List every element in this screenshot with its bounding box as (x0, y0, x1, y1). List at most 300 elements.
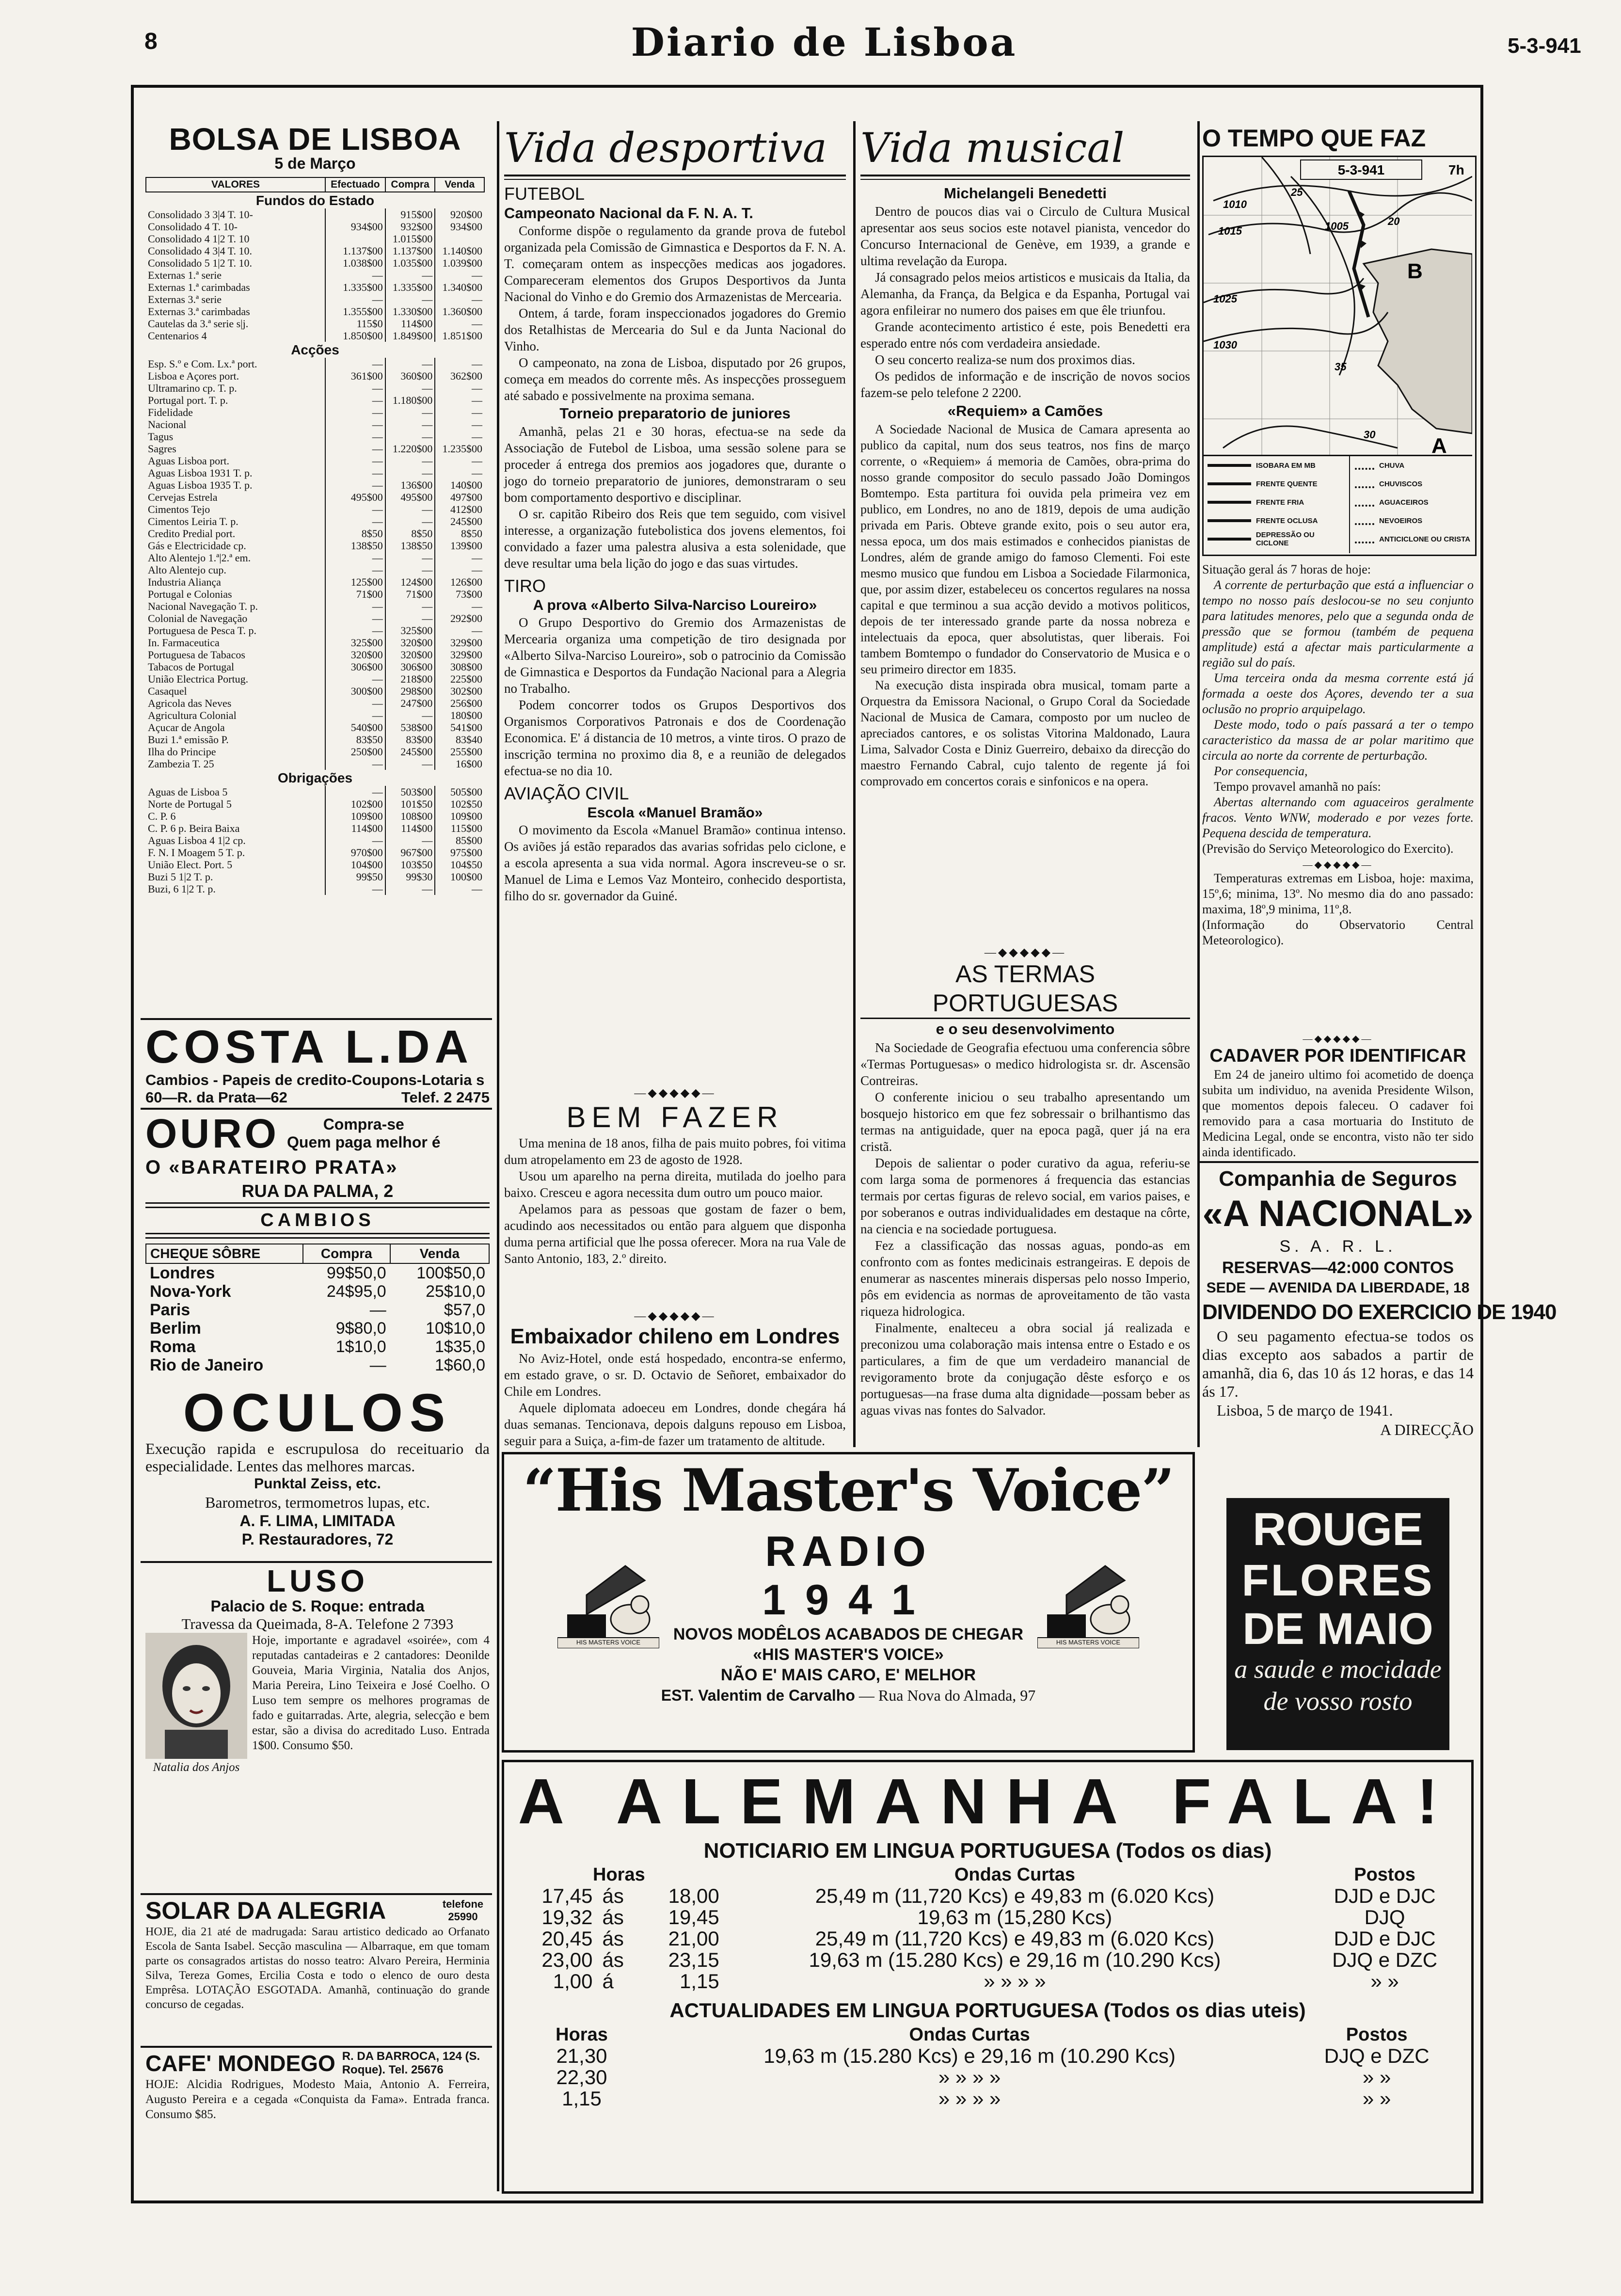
legend-item (1204, 511, 1349, 530)
oculos-text: Execução rapida e escrupulosa do receituario da especialidade. Lentes das melhores marcas. (145, 1440, 490, 1475)
legend-item (1204, 456, 1349, 475)
costa-address: 60—R. da Prata—62 (145, 1089, 287, 1106)
mondego-text: HOJE: Alcidia Rodrigues, Modesto Maia, Antonio A. Ferreira, Augusto Pereira e a cegada «Conquista da Fama». Entrada franca. Consumo $85. (145, 2078, 490, 2121)
costa-line: Cambios - Papeis de credito-Coupons-Lotaria s (145, 1071, 485, 1088)
price-cell: 115$00 (435, 822, 484, 834)
paragraph: Grande acontecimento artistico é este, pois Benedetti era esperado entre nós com verdadeira ansiedade. (860, 319, 1190, 351)
solar-ad (145, 1897, 490, 2012)
price-cell: 541$00 (435, 721, 484, 733)
section-heading: Acções (291, 342, 339, 357)
price-cell: — (385, 406, 435, 418)
section-label: FUTEBOL (504, 184, 585, 204)
price-cell: — (435, 358, 484, 370)
costa-ad (145, 1023, 490, 1106)
paragraph: O campeonato, na zona de Lisboa, disputado por 26 grupos, começa em meados do corrente mês. As inspecções prosseguem até sabado e possivelmente na proxima semana. (504, 355, 846, 403)
col-header: Compra (385, 177, 435, 192)
price-cell: 125$00 (325, 576, 385, 588)
alemanha-ad (502, 1760, 1474, 2194)
price-cell: — (385, 612, 435, 624)
price-cell: — (385, 418, 435, 430)
security-name: Buzi 1.ª emissão P. (148, 733, 229, 746)
paragraph: Usou um aparelho na perna direita, mutilada do joelho para baixo. Cresceu e agora necessita dum outro um pouco maior. (504, 1169, 846, 1200)
legend-item (1351, 456, 1472, 475)
price-cell: — (325, 430, 385, 443)
rate-cell: 1$35,0 (435, 1338, 485, 1356)
table-row (146, 293, 484, 305)
price-cell: — (385, 269, 435, 281)
schedule-row (514, 1907, 1464, 1928)
rate-cell: 10$10,0 (426, 1319, 485, 1338)
price-cell: — (325, 382, 385, 394)
price-cell: — (325, 394, 385, 406)
col-header: Ondas Curtas (909, 2025, 1030, 2045)
price-cell: 967$00 (385, 846, 435, 859)
iso-label: 30 (1364, 429, 1376, 441)
col-header: Venda (435, 177, 484, 192)
schedule-row (514, 1971, 1464, 1992)
nacional-sign: A DIRECÇÃO (1380, 1421, 1474, 1438)
paragraph: Na execução dista inspirada obra musical, tomam parte a Orquestra da Emissora Nacional, o Grupo Coral da Sociedade Nacional de Musica de Camara, composto por um nucleo de apreciados cantores, e os solistas Vitorina Maldonado, Laura Lima, Salvador Costa e Diniz Guerreiro, debaixo da direcção do maestro Fernando Cabral, cujo talento de regente já foi comprovado em concertos corais e sinfonicos e na opera. (860, 678, 1190, 788)
price-cell: 180$00 (435, 709, 484, 721)
schedule-cell: 1,15 (680, 1970, 719, 1993)
currency-name: Berlim (150, 1319, 201, 1338)
legend-label: AGUACEIROS (1379, 498, 1429, 507)
price-cell: — (325, 479, 385, 491)
price-cell: 1.335$00 (325, 281, 385, 293)
rate-cell: 99$50,0 (326, 1264, 386, 1282)
table-row (146, 503, 484, 515)
hmv-title: “His Master's Voice” (523, 1456, 1174, 1525)
price-cell: 247$00 (385, 697, 435, 709)
table-row (146, 685, 484, 697)
legend-label: CHUVA (1379, 461, 1405, 470)
price-cell: 1.330$00 (385, 305, 435, 318)
table-row (146, 859, 484, 871)
nacional-ad (1202, 1166, 1557, 1439)
iso-label: 1025 (1213, 293, 1237, 305)
paragraph: O movimento da Escola «Manuel Bramão» continua intenso. Os aviões já estão reparados das avarias sofridas pelo ciclone, e a escola apresenta a sua vida normal. Agora inscreveu-se o sr. Manuel de Lima e Lemos Vaz Monteiro, conhecido desportista, filho do sr. governador da Guiné. (504, 823, 846, 903)
cadaver-section: —◆◆◆◆◆— CADAVER POR IDENTIFICAR Em 24 de janeiro ultimo foi acometido de doença subita um individuo, na avenida Presidente Wilson, que momentos depois faleceu. O cadaver foi removido para a casa mortuaria do Instituto de Medicina Legal, onde se encontra, visto não ter sido ainda identificado. (1202, 1034, 1474, 1159)
paragraph: Uma terceira onda da mesma corrente está já formada a oeste dos Açores, devendo ter a sua oclusão no proprio arquipelago. (1202, 671, 1474, 716)
price-cell: — (435, 564, 484, 576)
price-cell: 292$00 (435, 612, 484, 624)
table-row (146, 281, 484, 293)
price-cell: 138$50 (325, 540, 385, 552)
price-cell (325, 233, 385, 245)
legend-symbol (1208, 482, 1251, 485)
schedule-cell: 21,30 (556, 2044, 607, 2067)
table-row (146, 637, 484, 649)
security-name: Esp. S.º e Com. Lx.ª port. (148, 358, 257, 370)
price-cell: — (325, 697, 385, 709)
termas-title: AS TERMAS PORTUGUESAS (860, 959, 1190, 1019)
table-row (146, 330, 484, 342)
oculos-line: Barometros, termometros lupas, etc. (205, 1494, 430, 1511)
price-cell: 1.140$00 (435, 245, 484, 257)
schedule-cell: 18,00 (668, 1884, 719, 1907)
price-cell: — (325, 612, 385, 624)
price-cell: — (435, 269, 484, 281)
logo-caption: HIS MASTERS VOICE (1056, 1639, 1121, 1646)
paragraph: Situação geral ás 7 horas de hoje: (1202, 562, 1371, 576)
legend-item (1351, 493, 1472, 511)
nacional-sarl: S. A. R. L. (1279, 1237, 1397, 1256)
table-row (146, 540, 484, 552)
price-cell: — (325, 758, 385, 770)
price-cell: — (435, 406, 484, 418)
price-cell: — (325, 503, 385, 515)
security-name: In. Farmaceutica (148, 637, 220, 649)
price-cell: — (385, 758, 435, 770)
security-name: Buzi, 6 1|2 T. p. (148, 883, 216, 895)
map-legend (1204, 455, 1472, 553)
weather-map (1202, 156, 1477, 556)
security-name: Credito Predial port. (148, 527, 236, 540)
table-row (146, 883, 484, 895)
price-cell: 103$50 (385, 859, 435, 871)
price-cell: 1.137$00 (385, 245, 435, 257)
schedule-row (514, 2088, 1464, 2109)
hmv-line: NÃO E' MAIS CARO, E' MELHOR (720, 1666, 976, 1684)
oculos-company: A. F. LIMA, LIMITADA (239, 1512, 396, 1530)
price-cell: 1.355$00 (325, 305, 385, 318)
table-row (146, 1338, 489, 1356)
paragraph: Temperaturas extremas em Lisboa, hoje: maxima, 15º,6; minima, 13º. No mesmo dia do ano passado: maxima, 18º,9 minima, 11º,8. (1202, 871, 1474, 916)
schedule-cell: » » (1370, 1970, 1399, 1993)
legend-symbol (1208, 464, 1251, 467)
rate-cell: $57,0 (444, 1301, 485, 1319)
table-row (146, 1356, 489, 1374)
security-name: F. N. I Moagem 5 T. p. (148, 846, 245, 859)
legend-label: ANTICICLONE OU CRISTA (1379, 535, 1471, 543)
price-cell: — (325, 564, 385, 576)
security-name: Gás e Electricidade cp. (148, 540, 246, 552)
map-date: 5-3-941 (1337, 162, 1385, 177)
schedule-table (514, 1864, 1464, 1992)
price-cell: — (385, 293, 435, 305)
price-cell: 16$00 (435, 758, 484, 770)
hmv-radio: RADIO (765, 1527, 932, 1575)
schedule-cell: 19,63 m (15.280 Kcs) e 29,16 m (10.290 Kcs) (763, 2044, 1176, 2067)
price-cell: — (385, 600, 435, 612)
alemanha-title: A ALEMANHA FALA! (518, 1766, 1458, 1837)
price-cell: — (435, 455, 484, 467)
price-cell: 362$00 (435, 370, 484, 382)
rate-cell: — (369, 1301, 386, 1319)
price-cell: 108$00 (385, 810, 435, 822)
price-cell: — (385, 552, 435, 564)
table-row (146, 810, 484, 822)
security-name: Agricola das Neves (148, 697, 232, 709)
legend-symbol (1355, 461, 1374, 470)
paragraph: O conferente iniciou o seu trabalho apresentando um bosquejo historico em que fez sobressair o brilhantismo das termas na antiguidade, quer na epoca pagã, quer já na era cristã. (860, 1090, 1190, 1154)
ouro-title: OURO (145, 1111, 279, 1156)
rate-cell: 9$80,0 (335, 1319, 386, 1338)
schedule-cell: 21,00 (668, 1927, 719, 1950)
price-cell: — (325, 418, 385, 430)
price-cell: — (325, 406, 385, 418)
security-name: Consolidado 4 1|2 T. 10 (148, 233, 250, 245)
oculos-title: OCULOS (183, 1383, 452, 1443)
price-cell: 915$00 (385, 208, 435, 221)
section-row (146, 192, 484, 208)
price-cell: 109$00 (325, 810, 385, 822)
price-cell: — (385, 564, 435, 576)
security-name: Consolidado 4 3|4 T. 10. (148, 245, 253, 257)
divider (141, 1108, 492, 1110)
nacional-date: Lisboa, 5 de março de 1941. (1217, 1402, 1393, 1419)
security-name: Externas 3.ª carimbadas (148, 305, 250, 318)
iso-label: 1015 (1218, 225, 1242, 237)
costa-name: COSTA L.DA (145, 1021, 473, 1073)
high-pressure-mark: A (1431, 434, 1447, 455)
bolsa-date: 5 de Março (274, 155, 356, 172)
table-row (146, 612, 484, 624)
price-cell: 140$00 (435, 479, 484, 491)
legend-label: FRENTE QUENTE (1256, 479, 1318, 488)
low-pressure-mark: B (1407, 259, 1423, 283)
price-cell: 540$00 (325, 721, 385, 733)
table-row (146, 697, 484, 709)
paragraph: Podem concorrer todos os Grupos Desportivos dos Organismos Corporativos Patronais e dos de Coordenação Economica. E' á distancia de 10 metros, a vinte tiros. O prazo de inscrição termina no proximo dia 8, e a reunião de delegados efectua-se no dia 10. (504, 698, 846, 778)
table-row (146, 443, 484, 455)
paragraph: Finalmente, enalteceu a obra social já realizada e preconizou uma colaboração mais intensa entre o Estado e os particulares, a fim de que um verdadeiro manancial de revigoramento brote da conjugação dêste esforço e os portuguesas—na frase duma alta dignidade—possam beber as aguas vivas nas fontes do Salvador. (860, 1321, 1190, 1418)
price-cell: 1.849$00 (385, 330, 435, 342)
schedule-row (514, 2045, 1464, 2067)
price-cell: 256$00 (435, 697, 484, 709)
table-row (146, 1282, 489, 1301)
price-cell: 306$00 (325, 661, 385, 673)
price-cell: 104$00 (325, 859, 385, 871)
iso-label: 25 (1291, 186, 1303, 198)
iso-label: 35 (1335, 361, 1347, 373)
paragraph: Os pedidos de informação e de inscrição de novos socios fazem-se pelo telefone 2 2200. (860, 369, 1190, 400)
price-cell: — (435, 883, 484, 895)
security-name: Consolidado 5 1|2 T. 10. (148, 257, 253, 269)
table-row (146, 649, 484, 661)
page-number: 8 (144, 29, 158, 54)
paragraph: (Previsão do Serviço Meteorologico do Exercito). (1202, 842, 1454, 856)
hmv-address: — Rua Nova do Almada, 97 (858, 1687, 1036, 1704)
security-name: Cautelas da 3.ª serie s|j. (148, 318, 249, 330)
table-row (146, 233, 484, 245)
price-cell: — (325, 600, 385, 612)
schedule-row (514, 1928, 1464, 1949)
col-header: Postos (1354, 1865, 1415, 1885)
price-cell: 99$50 (325, 871, 385, 883)
table-row (146, 269, 484, 281)
price-cell: 1.137$00 (325, 245, 385, 257)
price-cell: — (385, 430, 435, 443)
table-row (146, 382, 484, 394)
rate-cell: 100$50,0 (416, 1264, 485, 1282)
section-label: AVIAÇÃO CIVIL (504, 783, 629, 803)
price-cell: 71$00 (385, 588, 435, 600)
schedule-cell: ás (602, 1906, 624, 1929)
ouro-line: Compra-se (323, 1116, 404, 1133)
price-cell: 308$00 (435, 661, 484, 673)
security-name: Aguas de Lisboa 5 (148, 786, 228, 798)
paragraph: O sr. capitão Ribeiro dos Reis que tem seguido, com visivel interesse, a organização futebolistica dos jovens elementos, foi convidado a fazer uma palestra alusiva a esta solenidade, que deve resultar uma bela lição do jogo e das suas virtudes. (504, 507, 846, 571)
price-cell: 497$00 (435, 491, 484, 503)
rouge-line: a saude e mocidade (1234, 1655, 1442, 1684)
price-cell: — (385, 503, 435, 515)
bolsa-section (145, 124, 485, 895)
dog-gramophone-logo (557, 1551, 659, 1648)
table-row (146, 786, 484, 798)
security-name: Nacional Navegação T. p. (148, 600, 258, 612)
price-cell: — (385, 709, 435, 721)
paragraph: Conforme dispõe o regulamento da grande prova de futebol organizada pela Comissão de Gimnastica e Desportos da F. N. A. T. começaram ontem as inspecções medicas aos jogadores. Compareceram elementos dos Grupos Desportivos da Junta Nacional do Vinho e do Gremio dos Armazenistas de Mercearia. (504, 223, 846, 304)
security-name: C. P. 6 (148, 810, 176, 822)
paragraph: Tempo provavel amanhã no país: (1214, 780, 1381, 794)
col-header: Horas (593, 1865, 645, 1885)
rate-cell: — (369, 1356, 386, 1374)
legend-symbol (1208, 538, 1251, 541)
price-cell: 102$00 (325, 798, 385, 810)
price-cell: 320$00 (325, 649, 385, 661)
solar-phone: telefone 25990 (442, 1898, 484, 1923)
mondego-address: R. DA BARROCA, 124 (S. Roque). Tel. 25676 (342, 2050, 480, 2076)
paragraph: Apelamos para as pessoas que gostam de fazer o bem, acudindo aos necessitados ou então para alguem que disponha duma perna artificial que lhe possa oferecer. Mora na rua Vale de Santo Antonio, 183, 2.º direito. (504, 1202, 846, 1266)
table-row (146, 467, 484, 479)
section-heading: Fundos do Estado (255, 193, 375, 208)
price-cell: 101$50 (385, 798, 435, 810)
price-cell: 83$00 (385, 733, 435, 746)
rate-cell: 25$10,0 (426, 1282, 485, 1301)
alemanha-sub: NOTICIARIO EM LINGUA PORTUGUESA (Todos os dias) (703, 1839, 1272, 1863)
price-cell: — (385, 382, 435, 394)
paragraph: (Informação do Observatorio Central Meteorologico). (1202, 918, 1474, 947)
schedule-cell: 19,63 m (15,280 Kcs) (917, 1906, 1112, 1929)
paragraph: Aquele diplomata adoeceu em Londres, donde chegára há duas semanas. Tencionava, depois dalguns repouso em Lisboa, seguir para a Suiça, a-fim-de fazer um tratamento de altitude. (504, 1401, 846, 1448)
schedule-cell: 22,30 (556, 2066, 607, 2089)
divider (141, 2046, 492, 2048)
security-name: Portugal port. T. p. (148, 394, 228, 406)
legend-symbol (1208, 519, 1251, 522)
luso-address: Travessa da Queimada, 8-A. Telefone 2 7393 (181, 1615, 454, 1632)
price-cell: — (325, 709, 385, 721)
table-row (146, 733, 484, 746)
legend-symbol (1208, 501, 1251, 504)
table-row (146, 1319, 489, 1338)
col-header: Venda (390, 1244, 489, 1263)
paragraph: O seu pagamento efectua-se todos os dias excepto aos sabados a partir de amanhã, dia 6, das 10 ás 12 horas, e das 14 ás 17. (1202, 1327, 1474, 1400)
iso-label: 1010 (1223, 198, 1247, 210)
tempo-section: O TEMPO QUE FAZ 5-3-941 7h 1010 1015 1005 1025 1030 30 35 20 25 B A ISOBARA EM MB FRENTE QUENTE FRENTE FRIA FRENTE OCLUSA DEPRESSÃO OU CICLONE CHUVA CHUVISCOS AGUACEIROS NEVOEIROS ANTICICLONE OU CRISTA Situação geral ás 7 horas de hoje: A corrente de perturbação que está a influenciar o tempo no nosso país deslocou-se no seu conjunto para latitudes menores, pelo que a segunda onda de pressão que se formou (também de pequena amplitude) está a afectar mais particularmente a região sul do país. Uma terceira onda da mesma corrente está já formada a oeste dos Açores, devendo ter a sua oclusão no proprio arquipelago. Deste modo, todo o país passará a ter o tempo caracteristico da massa de ar polar maritimo que circula ao norte da corrente de perturbação. Por consequencia, Tempo provavel amanhã no país: Abertas alternando com aguaceiros geralmente fracos. Vento WNW, moderado e por vezes forte. Pequena descida de temperatura. (Previsão do Serviço Meteorologico do Exercito). —◆◆◆◆◆— Temperaturas extremas em Lisboa, hoje: maxima, 15º,6; minima, 13º. No mesmo dia do ano passado: maxima, 18º,9 minima, 11º,8. (Informação do Observatorio Central Meteorologico). (1202, 124, 1474, 948)
security-name: Portuguesa de Tabacos (148, 649, 245, 661)
price-cell: 503$00 (385, 786, 435, 798)
paragraph: Depois de salientar o poder curativo da agua, referiu-se com larga soma de pormenores á frequencia das estancias termais por certas figuras de relevo social, em varios paises, e por soberanos e outras individualidades em destaque na côrte, na ciencia e na sociedade portuguesa. (860, 1156, 1190, 1236)
security-name: Aguas Lisboa 1931 T. p. (148, 467, 253, 479)
hmv-line: NOVOS MODÊLOS ACABADOS DE CHEGAR (673, 1625, 1024, 1643)
table-row (146, 370, 484, 382)
security-name: Aguas Lisboa 4 1|2 cp. (148, 834, 246, 846)
tempo-title: O TEMPO QUE FAZ (1202, 125, 1426, 152)
price-cell: 325$00 (325, 637, 385, 649)
table-row (146, 221, 484, 233)
paragraph: O seu concerto realiza-se num dos proximos dias. (875, 352, 1135, 367)
luso-text: Hoje, importante e agradavel «soirée», com 4 reputadas cantadeiras e 2 cantadores: Deonilde Gouveia, Maria Virginia, Natalia dos Anjos, Maria Pereira, Lino Teixeira e José Coelho. O Luso tem sempre os melhores programas de fado e guitarradas. Arte, alegria, selecção e bem estar, são a divisa do acreditado Luso. Entrada 1$00. Consumo $50. (252, 1634, 490, 1752)
schedule-cell: » » » » (984, 1970, 1046, 1993)
price-cell: 255$00 (435, 746, 484, 758)
price-cell: — (435, 552, 484, 564)
price-cell: 932$00 (385, 221, 435, 233)
desportiva-header: Vida desportiva (504, 121, 846, 176)
col-header: Horas (556, 2025, 608, 2045)
luso-sub: Palacio de S. Roque: entrada (210, 1597, 425, 1615)
schedule-cell: » » (1362, 2087, 1391, 2110)
musical-header: Vida musical (860, 121, 1190, 176)
security-name: C. P. 6 p. Beira Baixa (148, 822, 240, 834)
price-cell: 8$50 (435, 527, 484, 540)
security-name: Tagus (148, 430, 174, 443)
schedule-cell: 25,49 m (11,720 Kcs) e 49,83 m (6.020 Kcs) (815, 1884, 1215, 1907)
price-cell: — (385, 515, 435, 527)
security-name: Portuguesa de Pesca T. p. (148, 624, 257, 637)
legend-symbol (1355, 498, 1374, 507)
cadaver-title: CADAVER POR IDENTIFICAR (1209, 1046, 1466, 1066)
price-cell: — (435, 293, 484, 305)
termas-section: —◆◆◆◆◆— AS TERMAS PORTUGUESAS e o seu desenvolvimento Na Sociedade de Geografia efectuou uma conferencia sôbre «Termas Portuguesas» o medico hidrologista sr. dr. Ascensão Contreiras. O conferente iniciou o seu trabalho apresentando um bosquejo historico em que fez sobressair o brilhantismo das termas na antiguidade, quer na epoca pagã, quer já na era cristã. Depois de salientar o poder curativo da agua, referiu-se com larga soma de pormenores á frequencia das estancias termais por certas figuras de relevo social, em varios paises, e por soberanos e outras individualidades em destaque na côrte, na ciencia e na sociedade portuguesa. Fez a classificação das nossas aguas, pondo-as em confronto com as fontes medicinais estrangeiras. E depois de enumerar as nascentes minerais dispersas pelo nosso Imperio, pôs em evidencia as normas de aproveitamento de tão vasta riqueza hidrologica. Finalmente, enalteceu a obra social já realizada e preconizou uma colaboração mais intensa entre o Estado e os particulares, a fim de que um verdadeiro manancial de revigoramento brote da conjugação dêste esforço e os portuguesas—na frase duma alta dignidade—possam beber as aguas vivas nas fontes do Salvador. (860, 946, 1190, 1418)
section-row (146, 342, 484, 358)
price-cell: — (435, 624, 484, 637)
table-row (146, 661, 484, 673)
bolsa-title: BOLSA DE LISBOA (169, 122, 461, 157)
table-row (146, 358, 484, 370)
price-cell: 250$00 (325, 746, 385, 758)
price-cell: — (385, 883, 435, 895)
paragraph: Fez a classificação das nossas aguas, pondo-as em confronto com as fontes medicinais estrangeiras. E depois de enumerar as nascentes minerais dispersas pelo nosso Imperio, pôs em evidencia as normas de aproveitamento de tão vasta riqueza hidrologica. (860, 1238, 1190, 1319)
paragraph: Na Sociedade de Geografia efectuou uma conferencia sôbre «Termas Portuguesas» o medico hidrologista sr. dr. Ascensão Contreiras. (860, 1040, 1190, 1088)
price-cell: 934$00 (435, 221, 484, 233)
table-row (146, 430, 484, 443)
rouge-line: ROUGE (1252, 1503, 1424, 1555)
rate-cell: 1$10,0 (335, 1338, 386, 1356)
ouro-address: RUA DA PALMA, 2 (241, 1181, 394, 1201)
table-row (146, 418, 484, 430)
security-name: Nacional (148, 418, 187, 430)
price-cell: 104$50 (435, 859, 484, 871)
map-hour: 7h (1448, 162, 1464, 177)
bolsa-table (145, 177, 485, 895)
table-row (146, 709, 484, 721)
rouge-line: FLORES (1241, 1556, 1434, 1605)
price-cell: 139$00 (435, 540, 484, 552)
legend-label: FRENTE FRIA (1256, 498, 1304, 507)
security-name: Norte de Portugal 5 (148, 798, 232, 810)
cambios-section (145, 1202, 490, 1374)
schedule-cell: ás (602, 1884, 624, 1907)
table-row (146, 515, 484, 527)
nacional-pre: Companhia de Seguros (1219, 1167, 1457, 1191)
price-cell: 300$00 (325, 685, 385, 697)
price-cell: — (325, 293, 385, 305)
table-row (146, 822, 484, 834)
price-cell: 970$00 (325, 846, 385, 859)
oculos-ad (145, 1383, 490, 1548)
table-row (146, 527, 484, 540)
price-cell: 126$00 (435, 576, 484, 588)
schedule-cell: 19,32 (541, 1906, 593, 1929)
security-name: Cimentos Leiria T. p. (148, 515, 238, 527)
price-cell: — (435, 394, 484, 406)
column-rule (1197, 121, 1200, 1447)
table-row (146, 455, 484, 467)
schedule-cell: 1,15 (562, 2087, 602, 2110)
price-cell: 71$00 (325, 588, 385, 600)
embaixador-section: —◆◆◆◆◆— Embaixador chileno em Londres No Aviz-Hotel, onde está hospedado, encontra-se enfermo, em estado grave, o sr. D. Octavio de Señoret, embaixador do Chile em Londres. Aquele diplomata adoeceu em Londres, donde chegára há duas semanas. Tencionava, depois dalguns repouso em Lisboa, seguir para a Suiça, a-fim-de fazer um tratamento de altitude. (504, 1310, 846, 1448)
